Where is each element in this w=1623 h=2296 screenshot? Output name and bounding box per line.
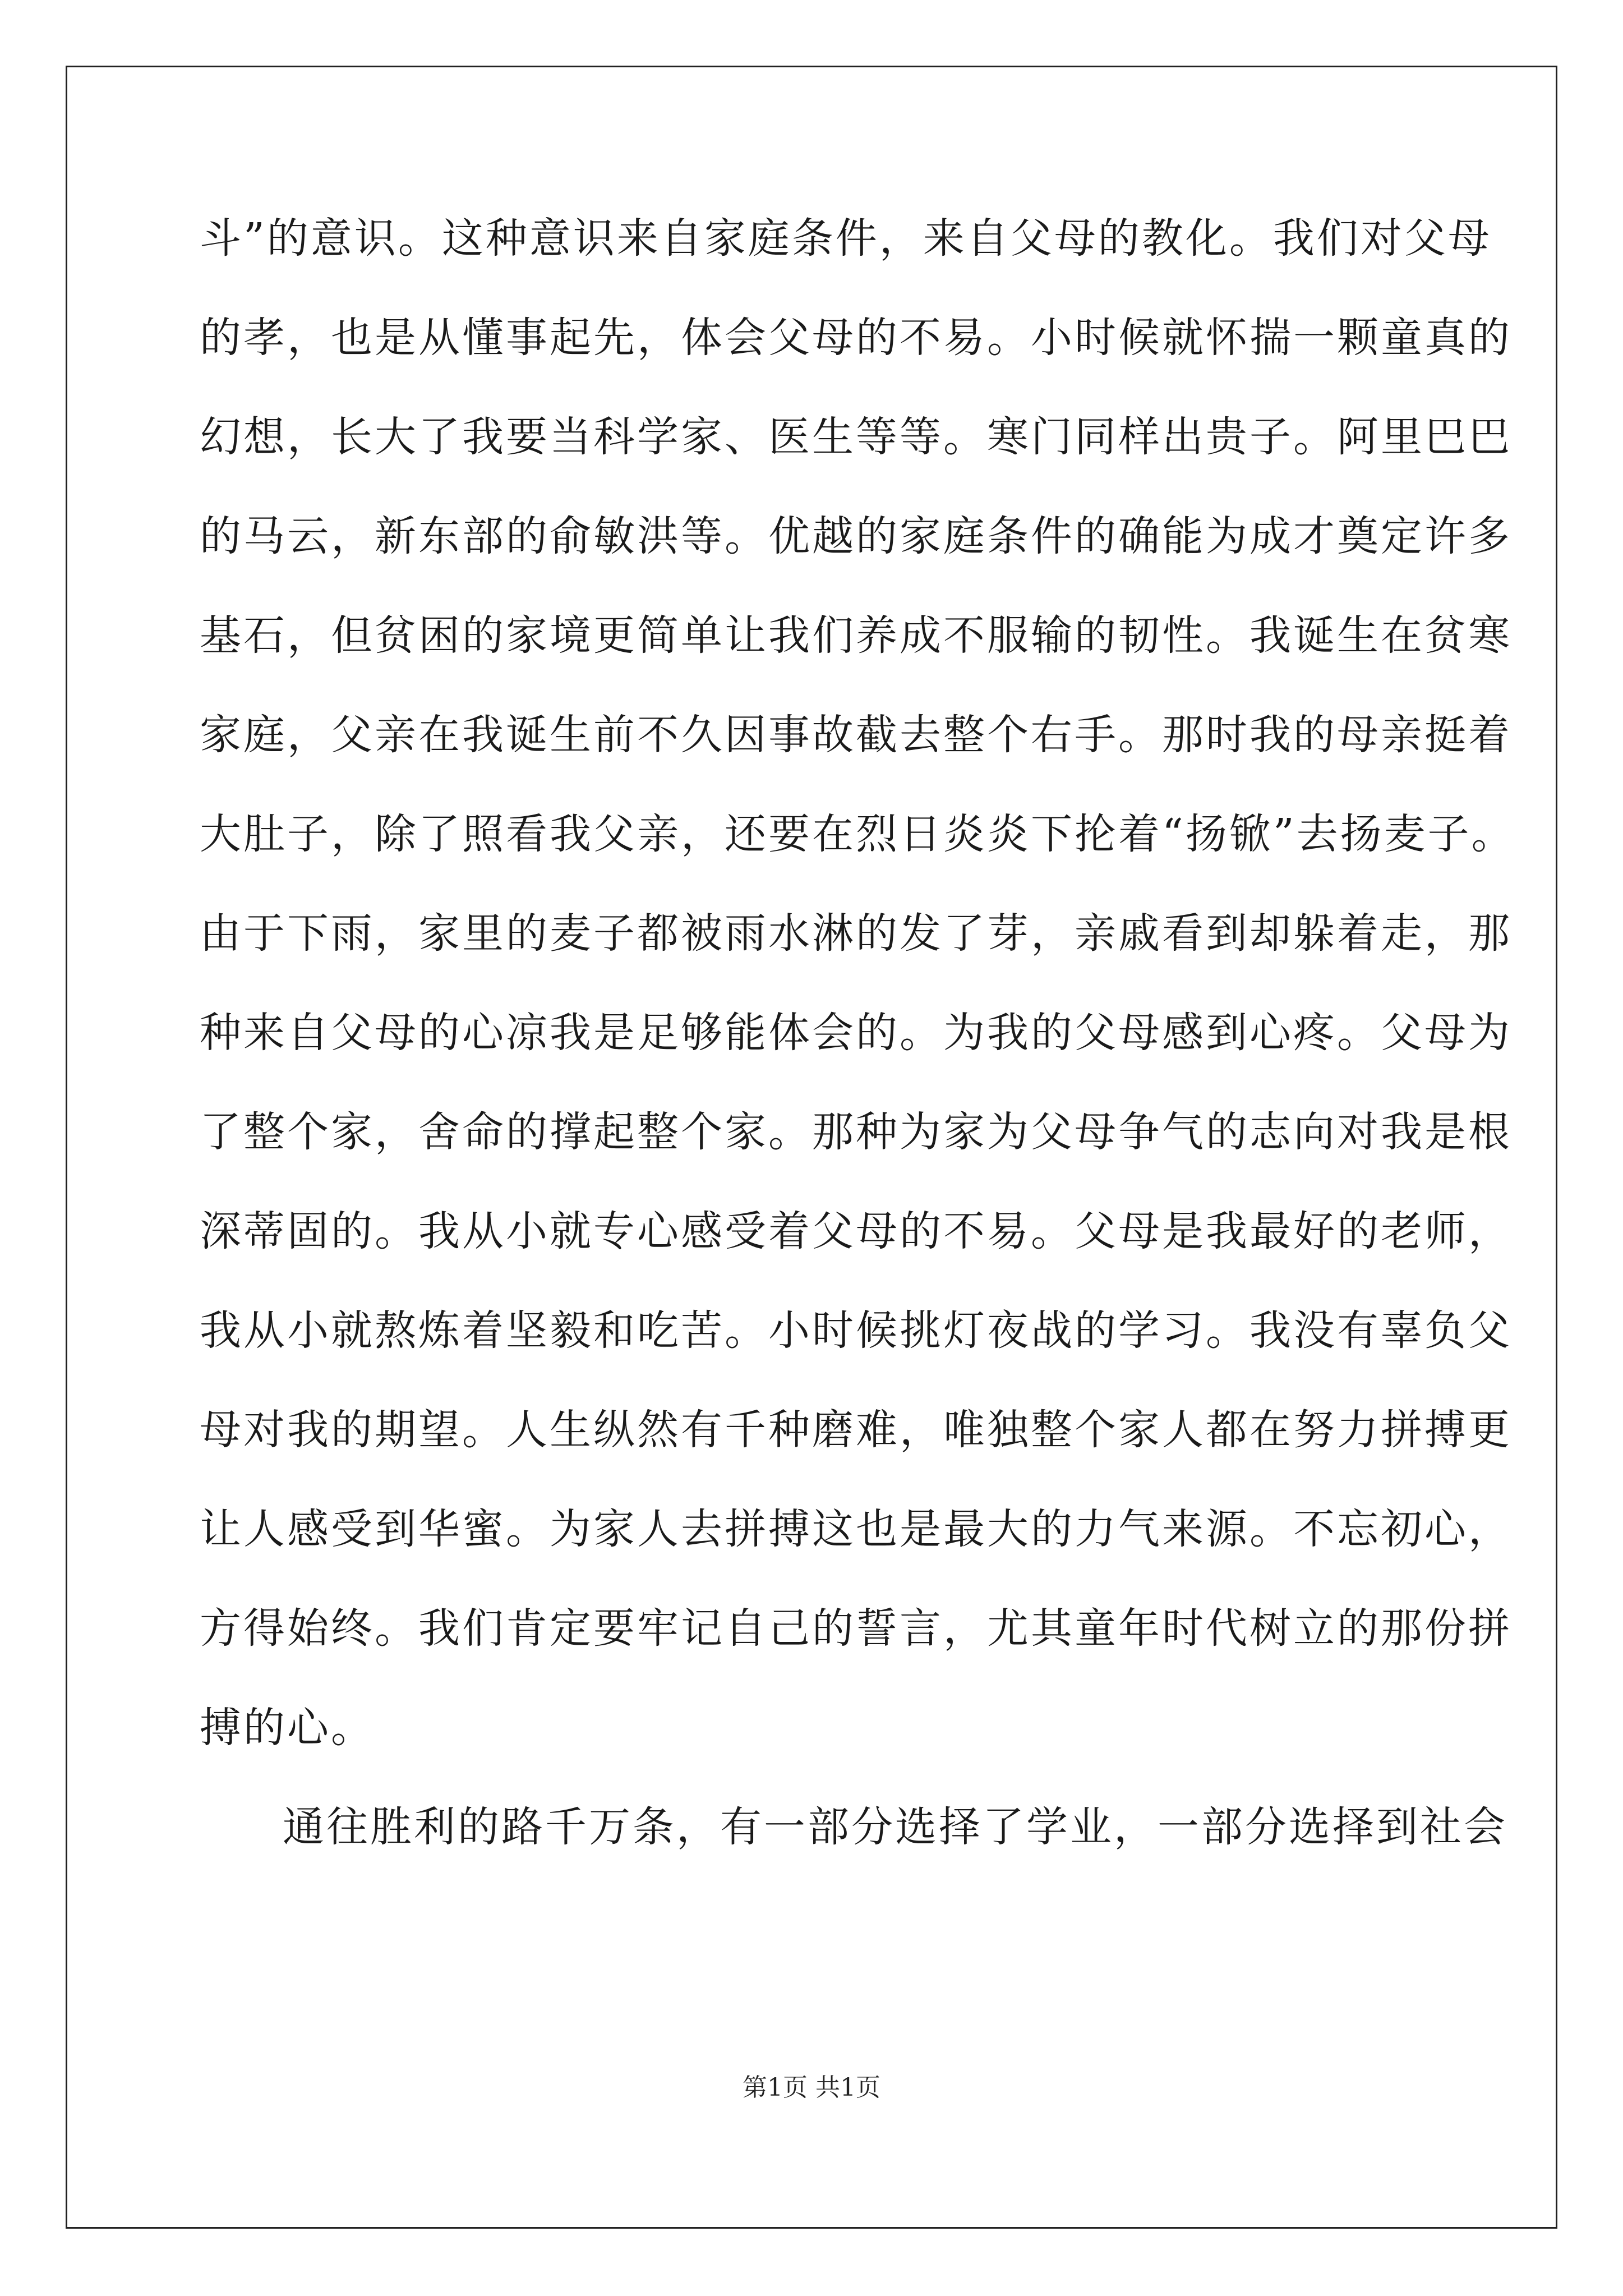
text-line: 大肚子，除了照看我父亲，还要在烈日炎炎下抡着“扬锨”去扬麦子。 bbox=[200, 810, 1515, 858]
text-line: 种来自父母的心凉我是足够能体会的。为我的父母感到心疼。父母为 bbox=[200, 1009, 1512, 1057]
text-line: 方得始终。我们肯定要牢记自己的誓言，尤其童年时代树立的那份拼 bbox=[200, 1604, 1512, 1653]
text-line: 母对我的期望。人生纵然有千种磨难，唯独整个家人都在努力拼搏更 bbox=[200, 1406, 1512, 1454]
text-line: 让人感受到华蜜。为家人去拼搏这也是最大的力气来源。不忘初心， bbox=[200, 1505, 1512, 1553]
document-body bbox=[200, 214, 1515, 1906]
text-line: 由于下雨，家里的麦子都被雨水淋的发了芽，亲戚看到却躲着走，那 bbox=[200, 909, 1512, 958]
text-line: 了整个家，舍命的撑起整个家。那种为家为父母争气的志向对我是根 bbox=[200, 1108, 1512, 1156]
text-line: 的马云，新东部的俞敏洪等。优越的家庭条件的确能为成才奠定许多 bbox=[200, 512, 1512, 560]
text-line: 深蒂固的。我从小就专心感受着父母的不易。父母是我最好的老师， bbox=[200, 1207, 1512, 1255]
text-line: 的孝，也是从懂事起先，体会父母的不易。小时候就怀揣一颗童真的 bbox=[200, 314, 1512, 362]
text-line: 基石，但贫困的家境更简单让我们养成不服输的韧性。我诞生在贫寒 bbox=[200, 611, 1512, 660]
text-line: 搏的心。 bbox=[200, 1704, 375, 1752]
text-line: 家庭，父亲在我诞生前不久因事故截去整个右手。那时我的母亲挺着 bbox=[200, 711, 1512, 759]
text-line: 我从小就熬炼着坚毅和吃苦。小时候挑灯夜战的学习。我没有辜负父 bbox=[200, 1306, 1512, 1355]
text-line: 幻想，长大了我要当科学家、医生等等。寒门同样出贵子。阿里巴巴 bbox=[200, 413, 1512, 461]
text-line: 通往胜利的路千万条，有一部分选择了学业，一部分选择到社会 bbox=[283, 1803, 1507, 1851]
page-footer: 第1页 共1页 bbox=[743, 2073, 880, 2102]
text-line: 斗”的意识。这种意识来自家庭条件，来自父母的教化。我们对父母 bbox=[200, 214, 1492, 263]
